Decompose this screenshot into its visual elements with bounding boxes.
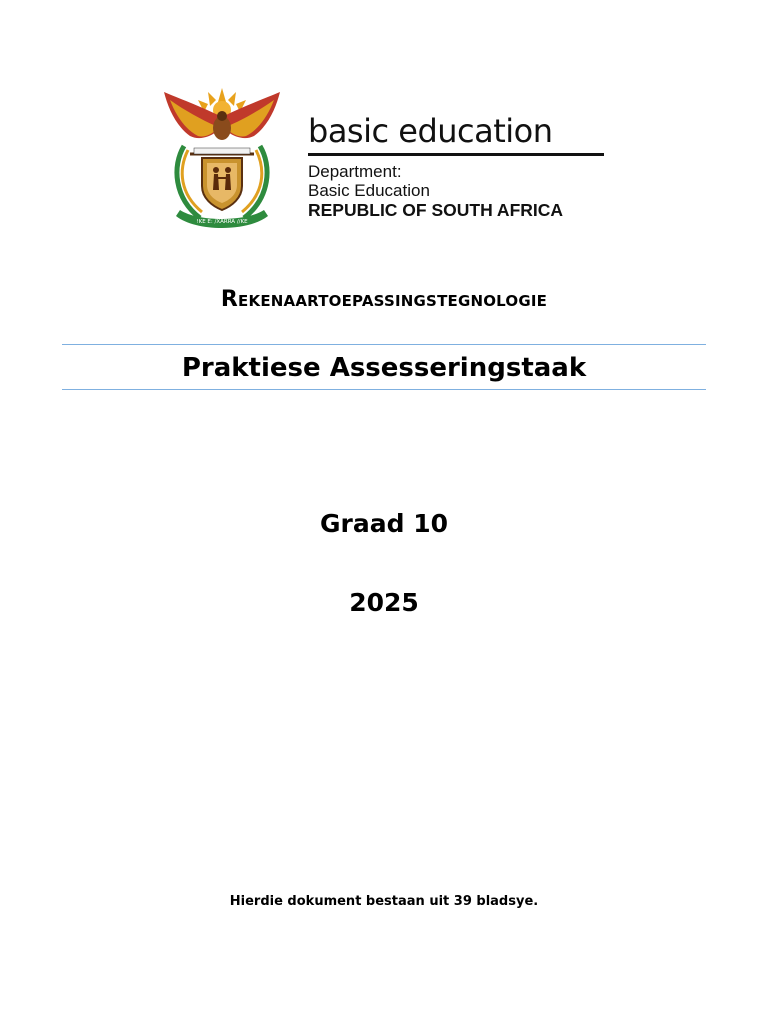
title-top-rule bbox=[62, 344, 706, 345]
country-name: REPUBLIC OF SOUTH AFRICA bbox=[308, 200, 564, 220]
grade-label: Graad 10 bbox=[320, 509, 448, 538]
department-header bbox=[160, 86, 610, 236]
motto-text: !KE E: /XARRA //KE bbox=[196, 219, 248, 225]
department-label: Department: bbox=[308, 162, 402, 181]
department-name: Basic Education bbox=[308, 181, 430, 200]
page-count-note: Hierdie dokument bestaan uit 39 bladsye. bbox=[229, 894, 539, 909]
title-bottom-rule bbox=[62, 389, 706, 390]
brand-title: basic education bbox=[308, 112, 553, 150]
brand-divider bbox=[308, 153, 604, 156]
subject-title: Rekenaartoepassingstegnologie bbox=[220, 287, 548, 312]
south-africa-coat-of-arms-icon bbox=[160, 86, 284, 232]
year-label: 2025 bbox=[349, 588, 419, 617]
task-title: Praktiese Assesseringstaak bbox=[181, 353, 587, 383]
brand-block bbox=[308, 112, 608, 221]
